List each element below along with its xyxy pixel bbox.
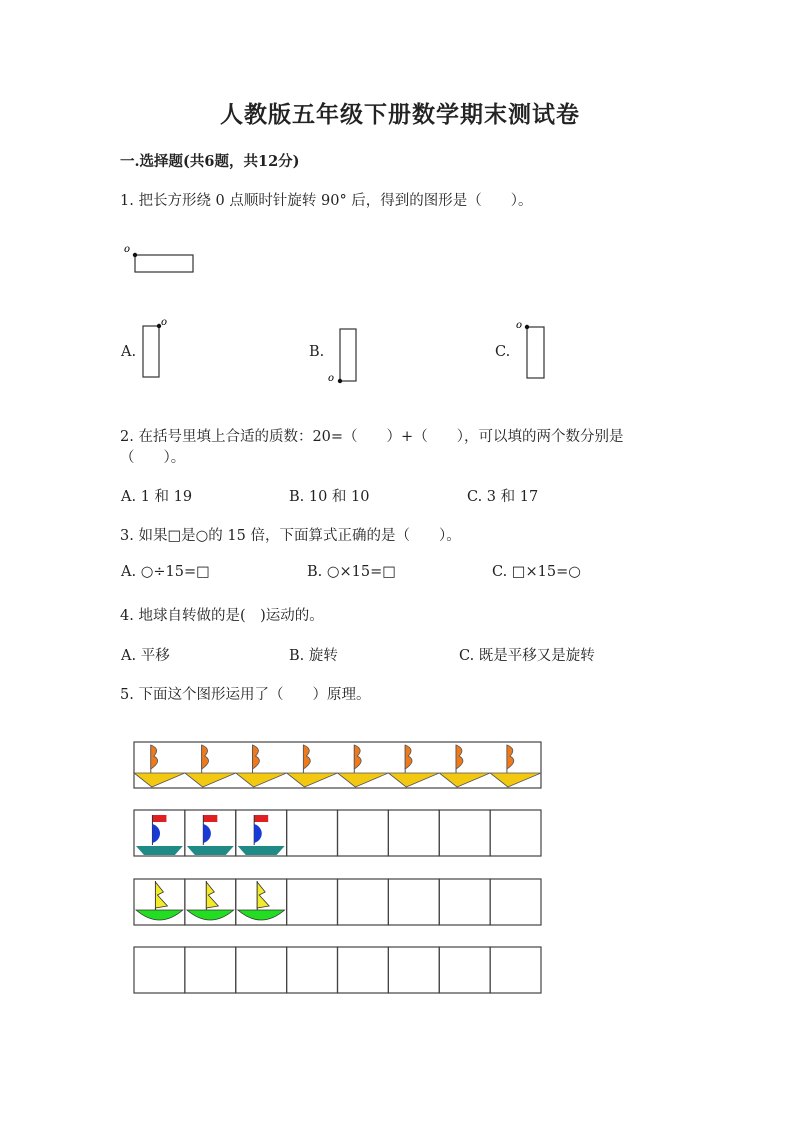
question-5-stem: 5. 下面这个图形运用了（ ）原理。 — [120, 687, 371, 703]
question-1-stem: 1. 把长方形绕 0 点顺时针旋转 90° 后，得到的图形是（ ）。 — [120, 193, 533, 209]
page-title: 人教版五年级下册数学期末测试卷 — [220, 101, 580, 128]
q4-option-a: A. 平移 — [121, 648, 170, 664]
grid-cell-5 — [338, 810, 389, 856]
yellow-sail-boat-1 — [136, 881, 183, 920]
q3-option-b: B. ○×15=□ — [307, 564, 396, 580]
q2-option-b: B. 10 和 10 — [289, 489, 370, 505]
grid-cell-2 — [185, 947, 236, 993]
q5-row3-grid — [133, 878, 543, 930]
orange-flag-boat-2 — [185, 745, 236, 787]
yellow-sail-boat-2 — [187, 881, 234, 920]
grid-cell-5 — [338, 947, 389, 993]
orange-flag-boat-3 — [236, 745, 287, 787]
grid-cell-8 — [490, 879, 541, 925]
grid-cell-8 — [490, 947, 541, 993]
red-blue-sail-boat-2 — [187, 815, 234, 855]
grid-cell-4 — [287, 879, 338, 925]
q1-option-c: C. — [495, 344, 511, 360]
q5-row2-grid — [133, 809, 543, 861]
orange-flag-boat-5 — [338, 745, 389, 787]
grid-cell-6 — [388, 879, 439, 925]
grid-cell-4 — [287, 947, 338, 993]
yellow-sail-boat-3 — [238, 881, 285, 920]
q4-option-c: C. 既是平移又是旋转 — [459, 648, 595, 664]
q5-row1-sailboats-strip — [133, 741, 543, 791]
red-blue-sail-boat-3 — [238, 815, 285, 855]
point-o-label: o — [161, 317, 168, 328]
grid-cell-5 — [338, 879, 389, 925]
grid-cell-7 — [439, 810, 490, 856]
section-heading: 一.选择题(共6题，共12分) — [120, 153, 300, 170]
q1-option-c-figure — [512, 318, 552, 384]
orange-flag-boat-6 — [388, 745, 439, 787]
question-2-stem-line1: 2. 在括号里填上合适的质数：20=（ ）+（ ），可以填的两个数分别是 — [120, 429, 624, 445]
orange-flag-boat-1 — [134, 745, 185, 787]
grid-cell-1 — [134, 947, 185, 993]
q2-option-a: A. 1 和 19 — [121, 489, 193, 505]
q5-row4-empty-grid — [133, 946, 543, 998]
question-3-stem: 3. 如果□是○的 15 倍，下面算式正确的是（ ）。 — [120, 528, 461, 544]
grid-cell-4 — [287, 810, 338, 856]
point-o-label: o — [516, 320, 523, 331]
q1-option-b: B. — [309, 344, 325, 360]
orange-flag-boat-7 — [439, 745, 490, 787]
grid-cell-8 — [490, 810, 541, 856]
orange-flag-boat-8 — [490, 745, 541, 787]
grid-cell-6 — [388, 947, 439, 993]
question-2-stem-line2: （ ）。 — [120, 450, 186, 466]
q1-option-a: A. — [121, 344, 137, 360]
q1-original-rectangle — [118, 240, 208, 280]
q1-option-a-figure — [138, 316, 178, 382]
orange-flag-boat-4 — [287, 745, 338, 787]
q3-option-a: A. ○÷15=□ — [121, 564, 210, 580]
q3-option-c: C. □×15=○ — [492, 564, 581, 580]
q4-option-b: B. 旋转 — [289, 648, 338, 664]
q1-option-b-figure — [326, 324, 366, 384]
grid-cell-7 — [439, 947, 490, 993]
point-o-label: o — [124, 244, 131, 255]
q2-option-c: C. 3 和 17 — [467, 489, 539, 505]
question-4-stem: 4. 地球自转做的是( )运动的。 — [120, 608, 324, 624]
grid-cell-3 — [236, 947, 287, 993]
point-o-label: o — [328, 373, 335, 384]
grid-cell-7 — [439, 879, 490, 925]
grid-cell-6 — [388, 810, 439, 856]
red-blue-sail-boat-1 — [136, 815, 183, 855]
